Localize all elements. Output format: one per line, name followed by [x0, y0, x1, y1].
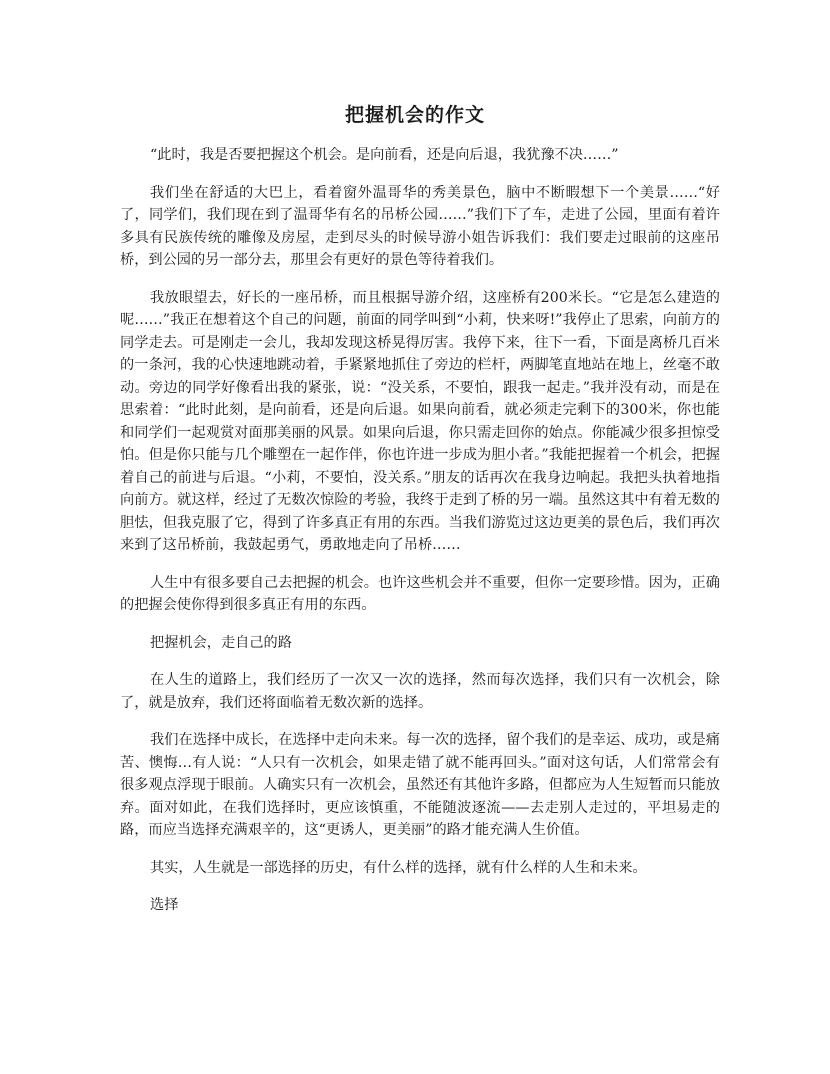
paragraph: 在人生的道路上，我们经历了一次又一次的选择，然而每次选择，我们只有一次机会，除了，就是放弃，我们还将面临着无数次新的选择。	[120, 672, 720, 711]
document-title: 把握机会的作文	[344, 104, 485, 126]
paragraph: 其实，人生就是一部选择的历史，有什么样的选择，就有什么样的人生和未来。	[150, 859, 647, 876]
paragraph: 我们坐在舒适的大巴上，看着窗外温哥华的秀美景色，脑中不断暇想下一个美景……“好了，同学们，我们现在到了温哥华有名的吊桥公园……”我们下了车，走进了公园，里面有着许多具有民族传统的雕像及房屋，走到尽头的时候导游小姐告诉我们：我们要走过眼前的这座吊桥，到公园的另一部分去，那里会有更好的景色等待着我们。	[120, 184, 720, 268]
document-body	[120, 144, 720, 932]
section-heading: 选择	[150, 897, 179, 913]
paragraph: 人生中有很多要自己去把握的机会。也许这些机会并不重要，但你一定要珍惜。因为，正确的把握会使你得到很多真正有用的东西。	[120, 574, 720, 613]
paragraph: 我放眼望去，好长的一座吊桥，而且根据导游介绍，这座桥有200米长。“它是怎么建造的呢……”我正在想着这个自己的问题，前面的同学叫到“小莉，快来呀!”我停止了思索，向前方的同学走去。可是刚走一会儿，我却发现这桥晃得厉害。我停下来，往下一看，下面是离桥几百米的一条河，我的心快速地跳动着，手紧紧地抓住了旁边的栏杆，两脚笔直地站在地上，丝毫不敢动。旁边的同学好像看出我的紧张，说：“没关系，不要怕，跟我一起走。”我并没有动，而是在思索着：“此时此刻，是向前看，还是向后退。如果向前看，就必须走完剩下的300米，你也能和同学们一起观赏对面那美丽的风景。如果向后退，你只需走回你的始点。你能减少很多担惊受怕。但是你只能与几个雕塑在一起作伴，你也许进一步成为胆小者。”我能把握着一个机会，把握着自己的前进与后退。“小莉，不要怕，没关系。”朋友的话再次在我身边响起。我把头执着地指向前方。就这样，经过了无数次惊险的考验，我终于走到了桥的另一端。虽然这其中有着无数的胆怯，但我克服了它，得到了许多真正有用的东西。当我们游览过这边更美的景色后，我们再次来到了这吊桥前，我鼓起勇气，勇敢地走向了吊桥……	[120, 289, 720, 553]
paragraph: “此时，我是否要把握这个机会。是向前看，还是向后退，我犹豫不决……”	[150, 147, 619, 163]
paragraph: 我们在选择中成长，在选择中走向未来。每一次的选择，留个我们的是幸运、成功，或是痛苦、懊悔…有人说：“人只有一次机会，如果走错了就不能再回头。”面对这句话，人们常常会有很多观点浮现于眼前。人确实只有一次机会，虽然还有其他许多路，但都应为人生短暂而只能放弃。面对如此，在我们选择时，更应该慎重，不能随波逐流——去走别人走过的，平坦易走的路，而应当选择充满艰辛的，这“更诱人，更美丽”的路才能充满人生价值。	[120, 732, 720, 838]
section-heading: 把握机会，走自己的路	[150, 634, 292, 651]
